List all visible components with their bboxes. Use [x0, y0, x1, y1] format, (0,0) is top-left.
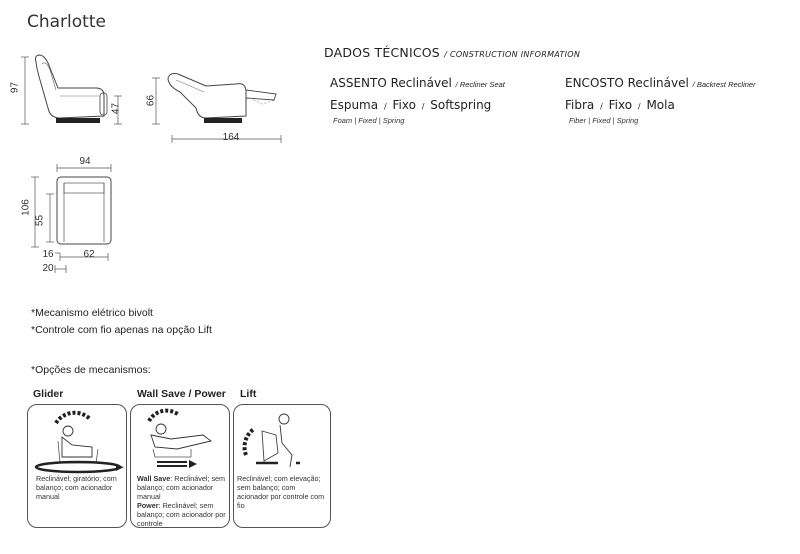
note-lift-control: *Controle com fio apenas na opção Lift [31, 324, 212, 336]
back-sep-2: / [637, 102, 641, 111]
back-material-1: Fibra [565, 98, 595, 112]
seat-sep-1: / [383, 102, 387, 111]
seat-material-1: Espuma [330, 98, 379, 112]
mech-wallsave-card [130, 404, 230, 528]
mech-wallsave-title: Wall Save / Power [137, 388, 226, 400]
top-seat-label: 62 [83, 249, 95, 260]
power-label: Power [137, 501, 159, 510]
seat-title-sub: / Recliner Seat [455, 80, 505, 89]
specs-heading-main: DADOS TÉCNICOS [324, 45, 440, 60]
wallsave-text: : Reclinável; sem balanço; com acionador manual [137, 474, 226, 501]
glider-chair-icon [28, 405, 126, 475]
seat-materials-en: Foam | Fixed | Spring [333, 116, 405, 125]
back-materials [565, 98, 675, 112]
specs-heading [324, 45, 580, 60]
side-height-label: 97 [9, 81, 21, 94]
mech-glider-title: Glider [33, 388, 64, 400]
specs-heading-sub: / CONSTRUCTION INFORMATION [444, 50, 581, 59]
top-a-label: 16 [42, 249, 54, 260]
back-material-2: Fixo [608, 98, 633, 112]
page-title: Charlotte [27, 12, 106, 32]
top-b-label: 20 [42, 263, 54, 274]
mech-wallsave-desc [137, 474, 227, 528]
side-seat-label: 47 [110, 102, 122, 115]
options-heading: *Opções de mecanismos: [31, 364, 151, 376]
wallsave-label: Wall Save [137, 474, 171, 483]
back-material-3: Mola [646, 98, 675, 112]
mech-lift-desc: Reclinável; com elevação; sem balanço; com acionador por controle com fio [237, 474, 325, 510]
top-depth-label: 106 [20, 199, 32, 216]
seat-material-2: Fixo [392, 98, 416, 112]
seat-title-main: ASSENTO Reclinável [330, 76, 452, 90]
reclined-height-label: 66 [145, 94, 157, 107]
back-title-sub: / Backrest Recliner [692, 80, 756, 89]
mech-glider-card [27, 404, 127, 528]
back-materials-en: Fiber | Fixed | Spring [569, 116, 639, 125]
back-title-main: ENCOSTO Reclinável [565, 76, 689, 90]
reclined-length-label: 164 [222, 132, 240, 143]
top-inner-label: 55 [34, 214, 46, 227]
reclined-view-drawing [0, 0, 300, 150]
mech-glider-desc: Reclinável; giratório; com balanço; com acionador manual [36, 474, 117, 501]
power-text: : Reclinável; sem balanço; com acionador por controle [137, 501, 226, 528]
back-title [565, 76, 756, 90]
wallsave-chair-icon [131, 405, 229, 475]
seat-materials [330, 98, 491, 112]
top-width-label: 94 [79, 156, 91, 167]
seat-title [330, 76, 505, 90]
mech-lift-title: Lift [240, 388, 257, 400]
back-sep-1: / [600, 102, 603, 111]
lift-chair-icon [234, 405, 330, 475]
seat-sep-2: / [421, 102, 425, 111]
seat-material-3: Softspring [430, 98, 492, 112]
note-bivolt: *Mecanismo elétrico bivolt [31, 307, 153, 319]
mech-lift-card [233, 404, 331, 528]
